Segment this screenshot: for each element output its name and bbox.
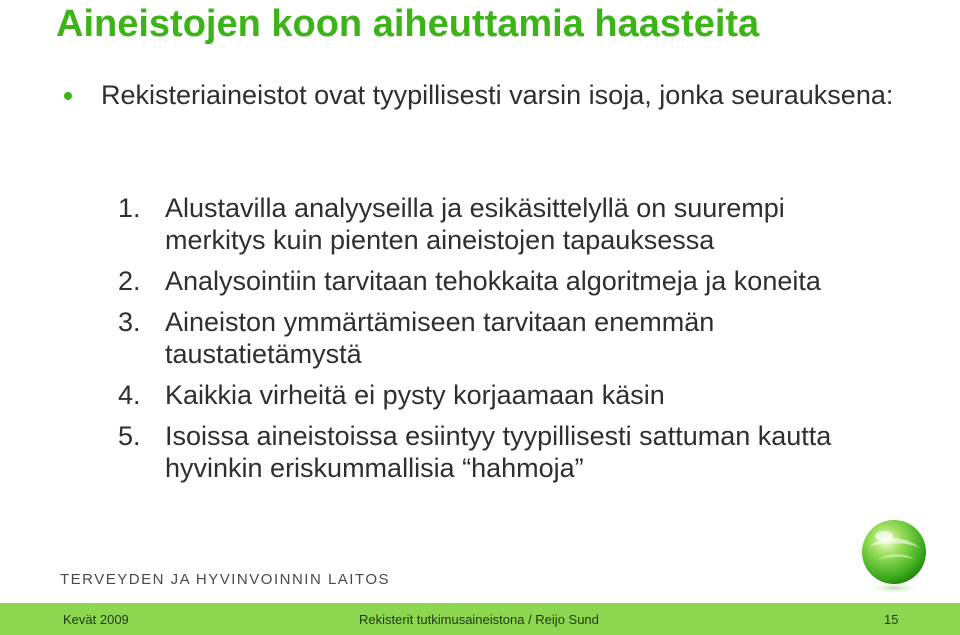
- list-item-number: 4.: [118, 380, 141, 410]
- list-item-text: Kaikkia virheitä ei pysty korjaamaan käsin: [165, 380, 665, 410]
- list-item-text: Isoissa aineistoissa esiintyy tyypillisesti sattuman kautta hyvinkin eriskummallisia “hahmoja”: [165, 421, 832, 483]
- green-sphere-logo-icon: [858, 516, 930, 596]
- organization-name: TERVEYDEN JA HYVINVOINNIN LAITOS: [60, 571, 391, 588]
- bullet-point: [64, 79, 914, 111]
- numbered-list: [118, 192, 878, 493]
- list-item-text: Aineiston ymmärtämiseen tarvitaan enemmän taustatietämystä: [165, 307, 715, 369]
- bullet-dot-icon: [64, 92, 72, 100]
- list-item-number: 1.: [118, 193, 141, 223]
- slide-title: Aineistojen koon aiheuttamia haasteita: [56, 3, 760, 45]
- footer-bar: [0, 603, 960, 635]
- page-number: 15: [884, 612, 899, 627]
- list-item: [118, 192, 878, 256]
- list-item-number: 5.: [118, 421, 141, 451]
- list-item-text: Alustavilla analyyseilla ja esikäsittelyllä on suurempi merkitys kuin pienten aineistojen tapauksessa: [165, 193, 785, 255]
- list-item: [118, 306, 878, 370]
- list-item: [118, 420, 878, 484]
- list-item: [118, 379, 878, 411]
- bullet-text: Rekisteriaineistot ovat tyypillisesti varsin isoja, jonka seurauksena:: [101, 80, 894, 110]
- footer-date: Kevät 2009: [63, 612, 129, 627]
- footer-presentation-info: Rekisterit tutkimusaineistona / Reijo Sund: [359, 612, 599, 627]
- list-item-text: Analysointiin tarvitaan tehokkaita algoritmeja ja koneita: [165, 266, 821, 296]
- list-item-number: 3.: [118, 307, 141, 337]
- list-item-number: 2.: [118, 266, 141, 296]
- list-item: [118, 265, 878, 297]
